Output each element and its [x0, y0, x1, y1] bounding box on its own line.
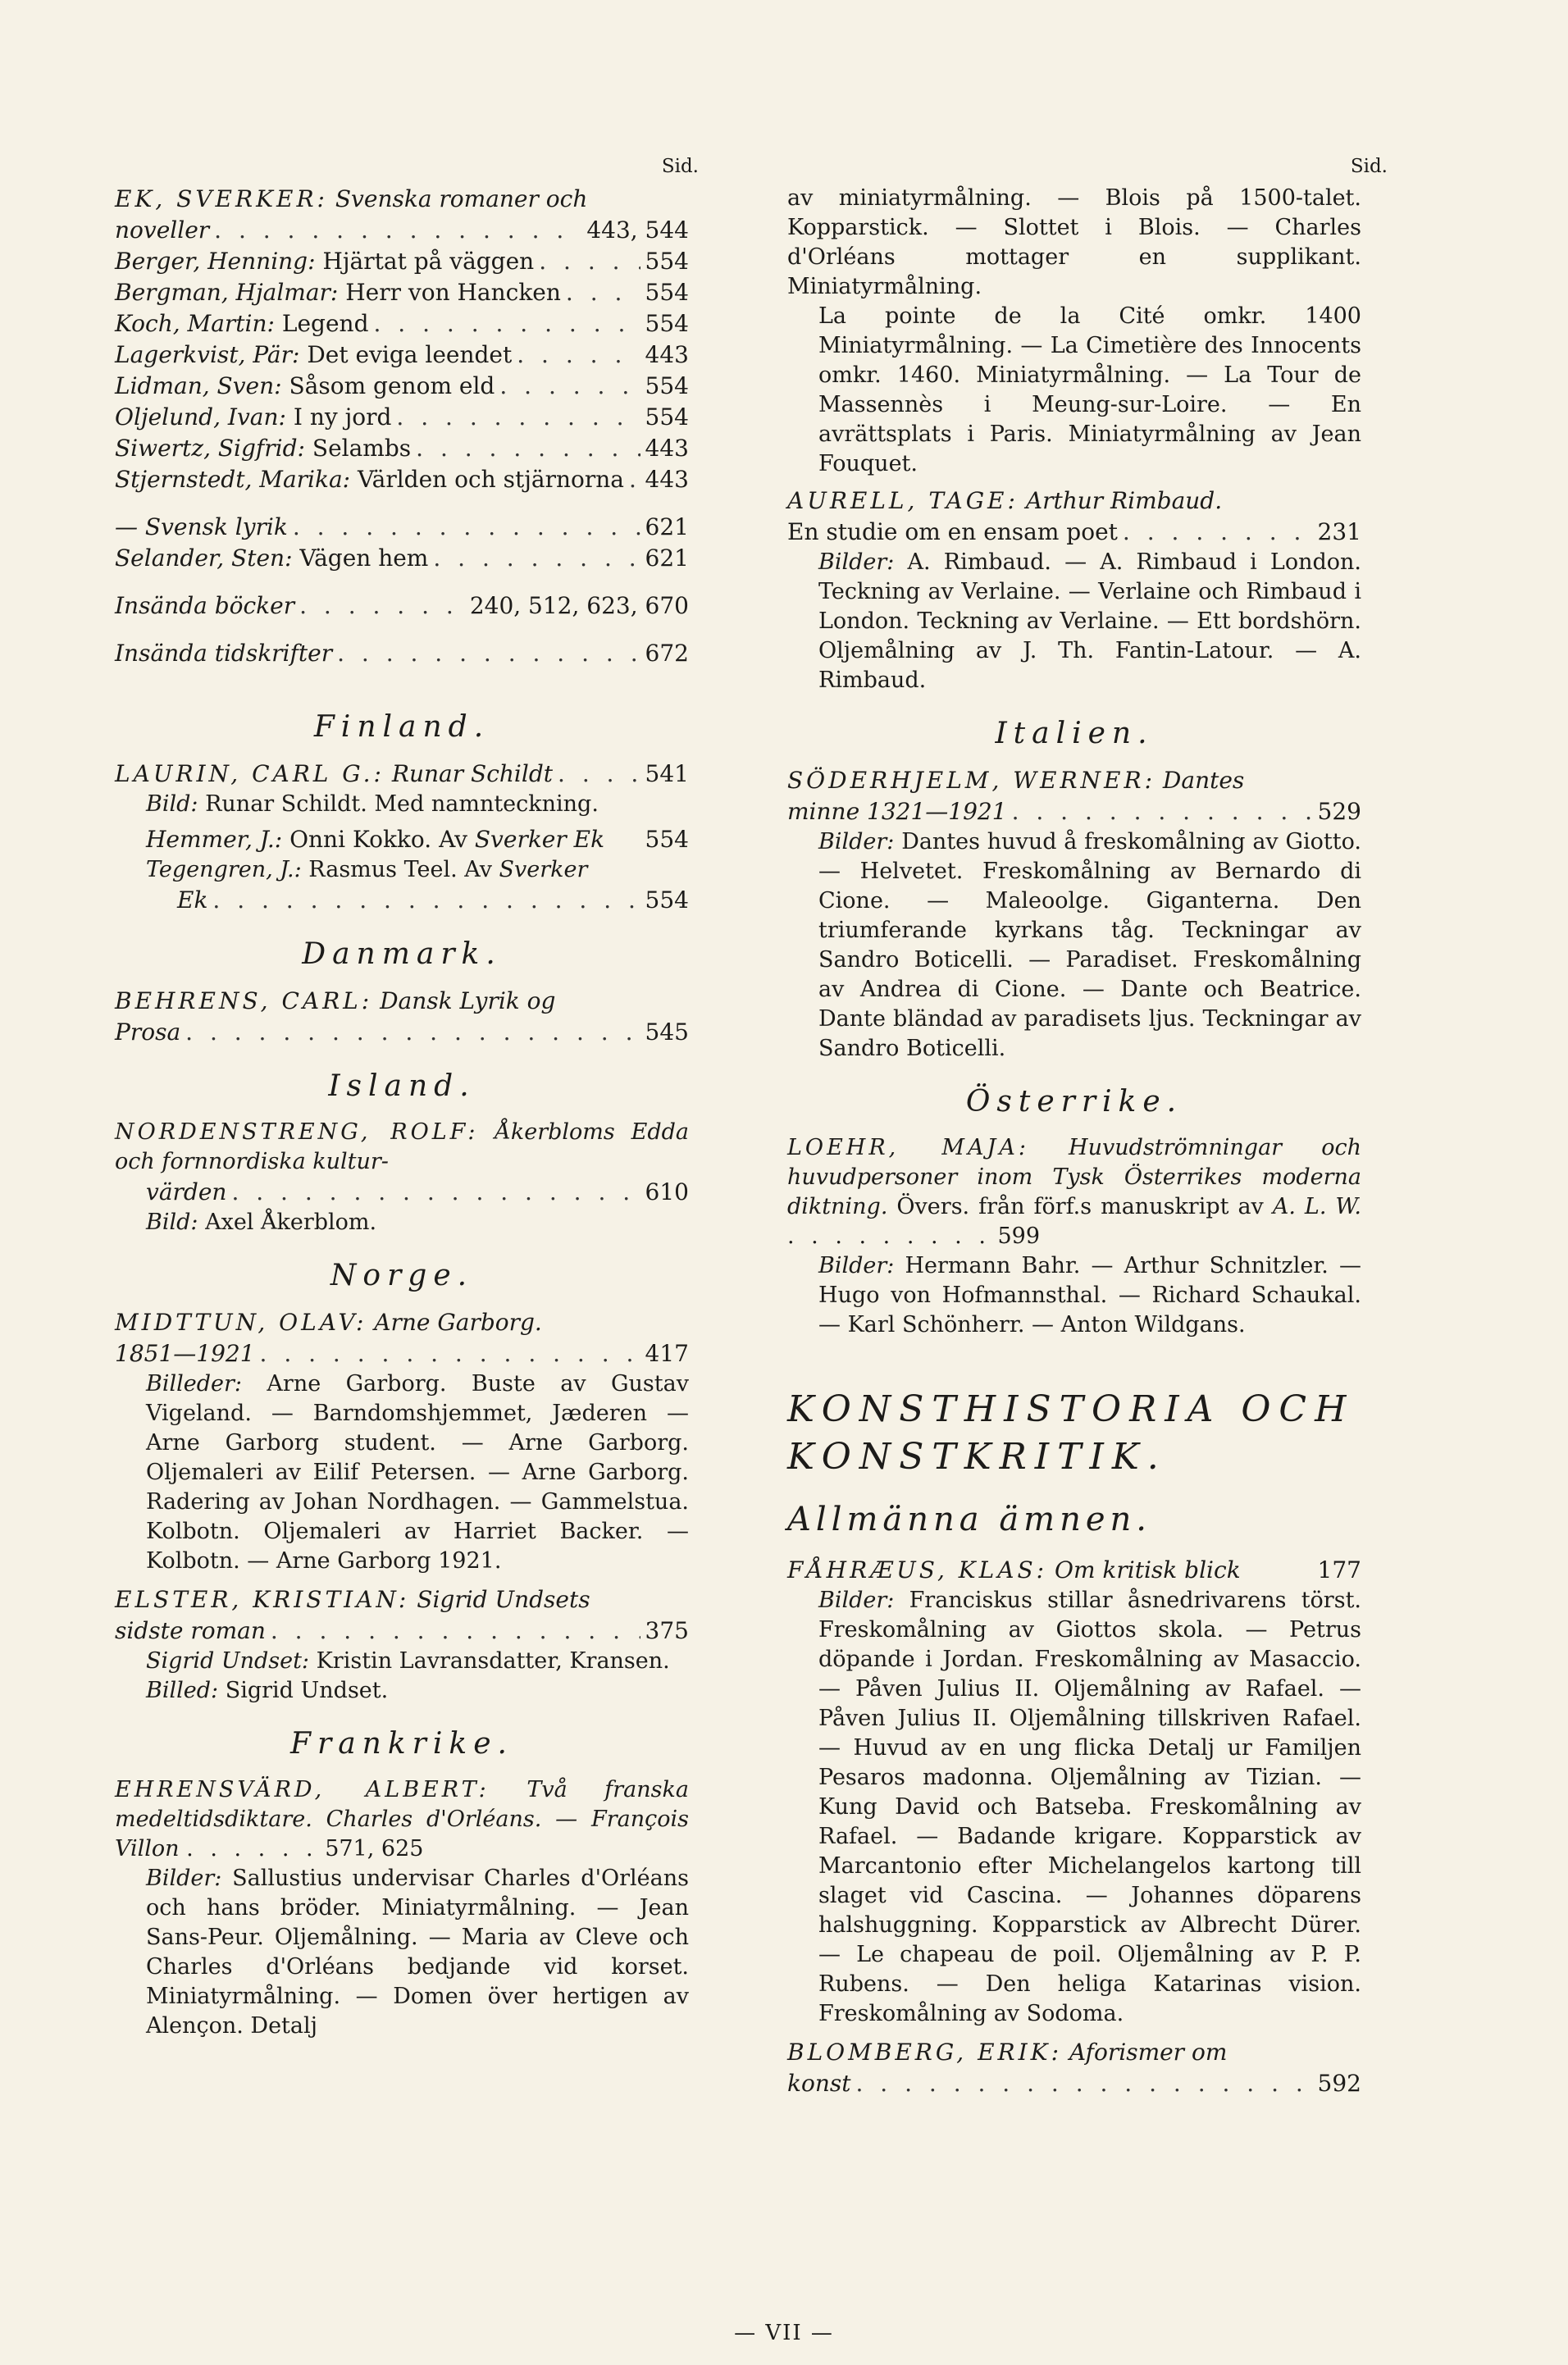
entry-description: Bild: Runar Schildt. Med namnteckning. [146, 791, 599, 817]
section-heading-osterrike: Österrike. [965, 1085, 1183, 1119]
section-heading-danmark: Danmark. [302, 937, 502, 971]
entry-elster-line2: sidste roman . . . 375 [115, 1615, 689, 1647]
entry-fahraeus: FÅHRÆUS, KLAS: Om kritisk blick 177 [787, 1556, 1361, 1584]
entry-description: Billed: Sigrid Undset. [146, 1678, 389, 1703]
page-number: — VII — [734, 2321, 834, 2345]
right-column [787, 156, 1388, 2099]
sub-entry: Bergman, Hjalmar: Herr von Hancken . . . 554 [115, 277, 689, 308]
major-heading: KONSTKRITIK. [787, 1436, 1167, 1478]
left-column [115, 156, 699, 2041]
entry-description: Billeder: Arne Garborg. Buste av Gustav Vigeland. — Barndomshjemmet, Jæderen — Arne Garborg student. — Arne Garborg. Oljemaleri av Eilif Petersen. — Arne Garborg. Radering av Johan Nordhagen. — Gammelstua. Kolbotn. Oljemaleri av Harriet Backer. — Kolbotn. — Arne Garborg 1921. [146, 1371, 689, 1574]
entry-insanda-bocker: Insända böcker . . . 240, 512, 623, 670 [115, 590, 689, 622]
entry-insanda-tidskrifter: Insända tidskrifter . . . 672 [115, 638, 689, 669]
entry-blomberg: BLOMBERG, ERIK: Aforismer om [787, 2039, 1228, 2066]
entry-description: Bilder: Sallustius undervisar Charles d'Orléans och hans bröder. Miniatyrmålning. — Jean Sans-Peur. Oljemålning. — Maria av Cleve och Charles d'Orléans bedjande vid korset. Miniatyrmålning. — Domen över hertigen av Alençon. Detalj [146, 1866, 689, 2039]
entry-blomberg-line2: konst . . . 592 [787, 2068, 1361, 2099]
entry-description: Bilder: Hermann Bahr. — Arthur Schnitzler. — Hugo von Hofmannsthal. — Richard Schaukal. — Karl Schönherr. — Anton Wildgans. [818, 1253, 1361, 1337]
entry-description: Bilder: A. Rimbaud. — A. Rimbaud i London. Teckning av Verlaine. — Verlaine och Rimbaud i London. Teckning av Verlaine. — Ett bordshörn. Oljemålning av J. Th. Fantin-Latour. — A. Rimbaud. [818, 549, 1362, 693]
sub-entry: Oljelund, Ivan: I ny jord . . . 554 [115, 402, 689, 433]
sub-entry: Siwertz, Sigfrid: Selambs . . . 443 [115, 433, 689, 464]
entry-description: Sigrid Undset: Kristin Lavransdatter, Kransen. [146, 1648, 670, 1674]
major-heading: KONSTHISTORIA OCH [787, 1388, 1355, 1430]
entry-nordenstreng-line2: värden . . . 610 [115, 1177, 689, 1208]
sub-entry: Lagerkvist, Pär: Det eviga leendet . . . 443 [115, 339, 689, 371]
section-heading-norge: Norge. [330, 1259, 474, 1292]
entry-aurell: AURELL, TAGE: Arthur Rimbaud. [787, 487, 1223, 514]
entry-description: Bild: Axel Åkerblom. [146, 1210, 377, 1235]
entry-description: Bilder: Franciskus stillar åsnedrivarens törst. Freskomålning av Giottos skola. — Petrus döpande i Jordan. Freskomålning av Masaccio. — Påven Julius II. Oljemålning av Rafael. — Påven Julius II. Oljemålning tillskriven Rafael. — Huvud av en ung flicka Detalj ur Familjen Pesaros madonna. Oljemålning av Tizian. — Kung David och Batseba. Freskomålning av Rafael. — Badande krigare. Kopparstick av Marcantonio efter Michelangelos kartong till slaget vid Cascina. — Johannes döparens halshuggning. Kopparstick av Albrecht Dürer. — Le chapeau de poil. Oljemålning av P. P. Rubens. — Den heliga Katarinas vision. Freskomålning av Sodoma. [818, 1588, 1361, 2026]
entry-svensk-lyrik: — Svensk lyrik . . . 621 [115, 512, 689, 543]
sub-entry: Koch, Martin: Legend . . . 554 [115, 308, 689, 339]
sub-entry: Hemmer, J.: Onni Kokko. Av Sverker Ek 554 [146, 826, 689, 853]
entry-loehr: LOEHR, MAJA: Huvudströmningar och huvudpersoner inom Tysk Österrikes moderna diktning. Övers. från förf.s manuskript av A. L. W. . . . . . . . . . 599 [787, 1135, 1362, 1249]
sub-entry: Berger, Henning: Hjärtat på väggen . . . 554 [115, 246, 689, 277]
sub-entry: Lidman, Sven: Såsom genom eld . . . 554 [115, 371, 689, 402]
entry-midttun-line2: 1851—1921 . . . 417 [115, 1338, 689, 1369]
entry-soderhjelm: SÖDERHJELM, WERNER: Dantes [787, 767, 1245, 794]
sub-entry-cont: Ek . . . 554 [115, 885, 689, 916]
sub-entry: Tegengren, J.: Rasmus Teel. Av Sverker [146, 857, 588, 882]
entry-elster: ELSTER, KRISTIAN: Sigrid Undsets [115, 1586, 590, 1613]
entry-description: Bilder: Dantes huvud å freskomålning av Giotto. — Helvetet. Freskomålning av Bernardo di Cione. — Maleoolge. Giganterna. Den triumferande kyrkans tåg. Teckningar av Sandro Boticelli. — Paradiset. Freskomålning av Andrea di Cione. — Dante och Beatrice. Dante bländad av paradisets ljus. Teckningar av Sandro Boticelli. [818, 829, 1361, 1061]
section-heading-allmanna: Allmänna ämnen. [787, 1501, 1152, 1538]
entry-behrens-line2: Prosa . . . 545 [115, 1017, 689, 1048]
section-heading-finland: Finland. [313, 710, 490, 744]
entry-ek-line2: noveller . . . 443, 544 [115, 215, 689, 246]
section-heading-italien: Italien. [995, 717, 1154, 750]
entry-soderhjelm-line2: minne 1321—1921 . . . 529 [787, 796, 1361, 827]
entry-nordenstreng: NORDENSTRENG, ROLF: Åkerbloms Edda och fornnordiska kultur- [115, 1119, 689, 1174]
sid-header: Sid. [661, 156, 699, 177]
entry-aurell-line2: En studie om en ensam poet . . . 231 [787, 517, 1361, 548]
entry-ehrensvard: EHRENSVÄRD, ALBERT: Två franska medeltidsdiktare. Charles d'Orléans. — François Villon . . . . . . 571, 625 [115, 1777, 689, 1861]
entry-ek: EK, SVERKER: Svenska romaner och [115, 185, 588, 212]
sub-entry: Stjernstedt, Marika: Världen och stjärnorna . . . 443 [115, 464, 689, 495]
entry-midttun: MIDTTUN, OLAV: Arne Garborg. [115, 1309, 542, 1336]
section-heading-frankrike: Frankrike. [290, 1727, 513, 1761]
section-heading-island: Island. [328, 1069, 476, 1103]
continued-description: La pointe de la Cité omkr. 1400 Miniatyrmålning. — La Cimetière des Innocents omkr. 1460. Miniatyrmålning. — La Tour de Massennès i Meung-sur-Loire. — En avrättsplats i Paris. Miniatyrmålning av Jean Fouquet. [818, 303, 1361, 476]
entry-behrens: BEHRENS, CARL: Dansk Lyrik og [115, 987, 556, 1014]
sub-entry: Selander, Sten: Vägen hem . . . 621 [115, 543, 689, 574]
sid-header: Sid. [1350, 156, 1388, 177]
continued-description: av miniatyrmålning. — Blois på 1500-talet. Kopparstick. — Slottet i Blois. — Charles d'Orléans mottager en supplikant. Miniatyrmålning. [787, 185, 1361, 299]
entry-laurin: LAURIN, CARL G.: Runar Schildt . . . 541 [115, 759, 689, 790]
